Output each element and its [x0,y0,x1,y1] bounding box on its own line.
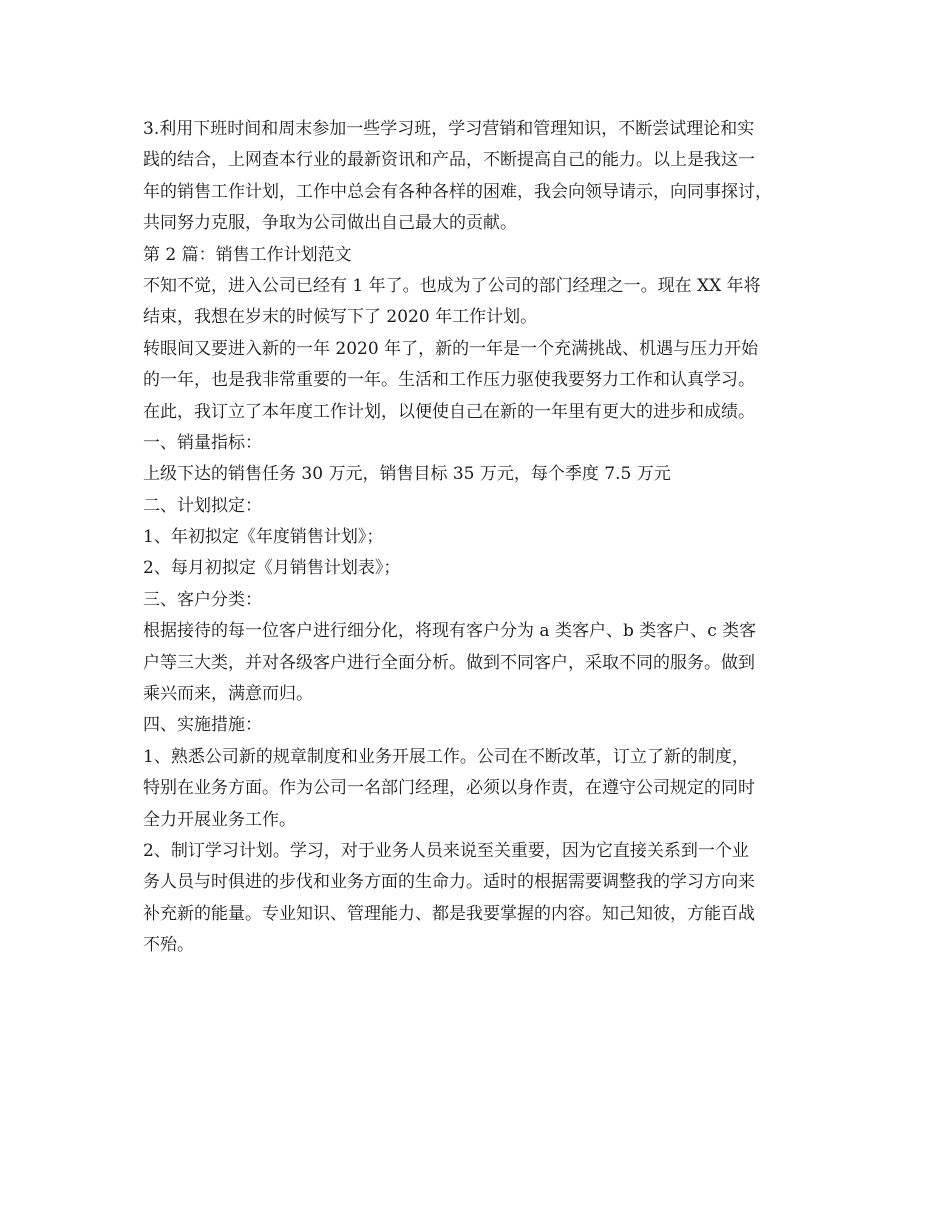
list-item: 1、熟悉公司新的规章制度和业务开展工作。公司在不断改革，订立了新的制度， [143,746,749,767]
text-line: 补充新的能量。专业知识、管理能力、都是我要掌握的内容。知己知彼，方能百战 [143,903,755,924]
text-line: 上级下达的销售任务 30 万元，销售目标 35 万元，每个季度 7.5 万元 [143,464,671,485]
list-item: 2、制订学习计划。学习，对于业务人员来说至关重要，因为它直接关系到一个业 [143,840,749,861]
text-line: 在此，我订立了本年度工作计划，以便使自己在新的一年里有更大的进步和成绩。 [143,401,755,422]
text-line: 户等三大类，并对各级客户进行全面分析。做到不同客户，采取不同的服务。做到 [143,652,755,673]
section-heading: 二、计划拟定： [143,495,262,516]
text-line: 特别在业务方面。作为公司一名部门经理，必须以身作责，在遵守公司规定的同时 [143,778,755,799]
section-title: 第 2 篇：销售工作计划范文 [143,244,352,265]
text-line: 全力开展业务工作。 [143,809,296,830]
text-line: 结束，我想在岁末的时候写下了 2020 年工作计划。 [143,307,538,328]
text-line: 践的结合，上网查本行业的最新资讯和产品，不断提高自己的能力。以上是我这一 [143,150,755,171]
document-body [143,114,823,962]
text-line: 不殆。 [143,935,194,956]
section-heading: 一、销量指标： [143,432,262,453]
section-heading: 三、客户分类： [143,589,262,610]
text-line: 转眼间又要进入新的一年 2020 年了，新的一年是一个充满挑战、机遇与压力开始 [143,338,759,359]
text-line: 共同努力克服，争取为公司做出自己最大的贡献。 [143,213,517,234]
text-line: 不知不觉，进入公司已经有 1 年了。也成为了公司的部门经理之一。现在 XX 年将 [143,275,761,296]
text-line: 年的销售工作计划，工作中总会有各种各样的困难，我会向领导请示，向同事探讨， [143,181,772,202]
section-heading: 四、实施措施： [143,715,262,736]
list-item: 2、每月初拟定《月销售计划表》； [143,558,401,579]
text-line: 乘兴而来，满意而归。 [143,684,313,705]
text-line: 的一年，也是我非常重要的一年。生活和工作压力驱使我要努力工作和认真学习。 [143,370,755,391]
text-line: 根据接待的每一位客户进行细分化，将现有客户分为 a 类客户、b 类客户、c 类客 [143,621,757,642]
text-line: 务人员与时俱进的步伐和业务方面的生命力。适时的根据需要调整我的学习方向来 [143,872,755,893]
text-line: 3.利用下班时间和周末参加一些学习班，学习营销和管理知识，不断尝试理论和实 [143,119,755,139]
list-item: 1、年初拟定《年度销售计划》； [143,527,384,548]
